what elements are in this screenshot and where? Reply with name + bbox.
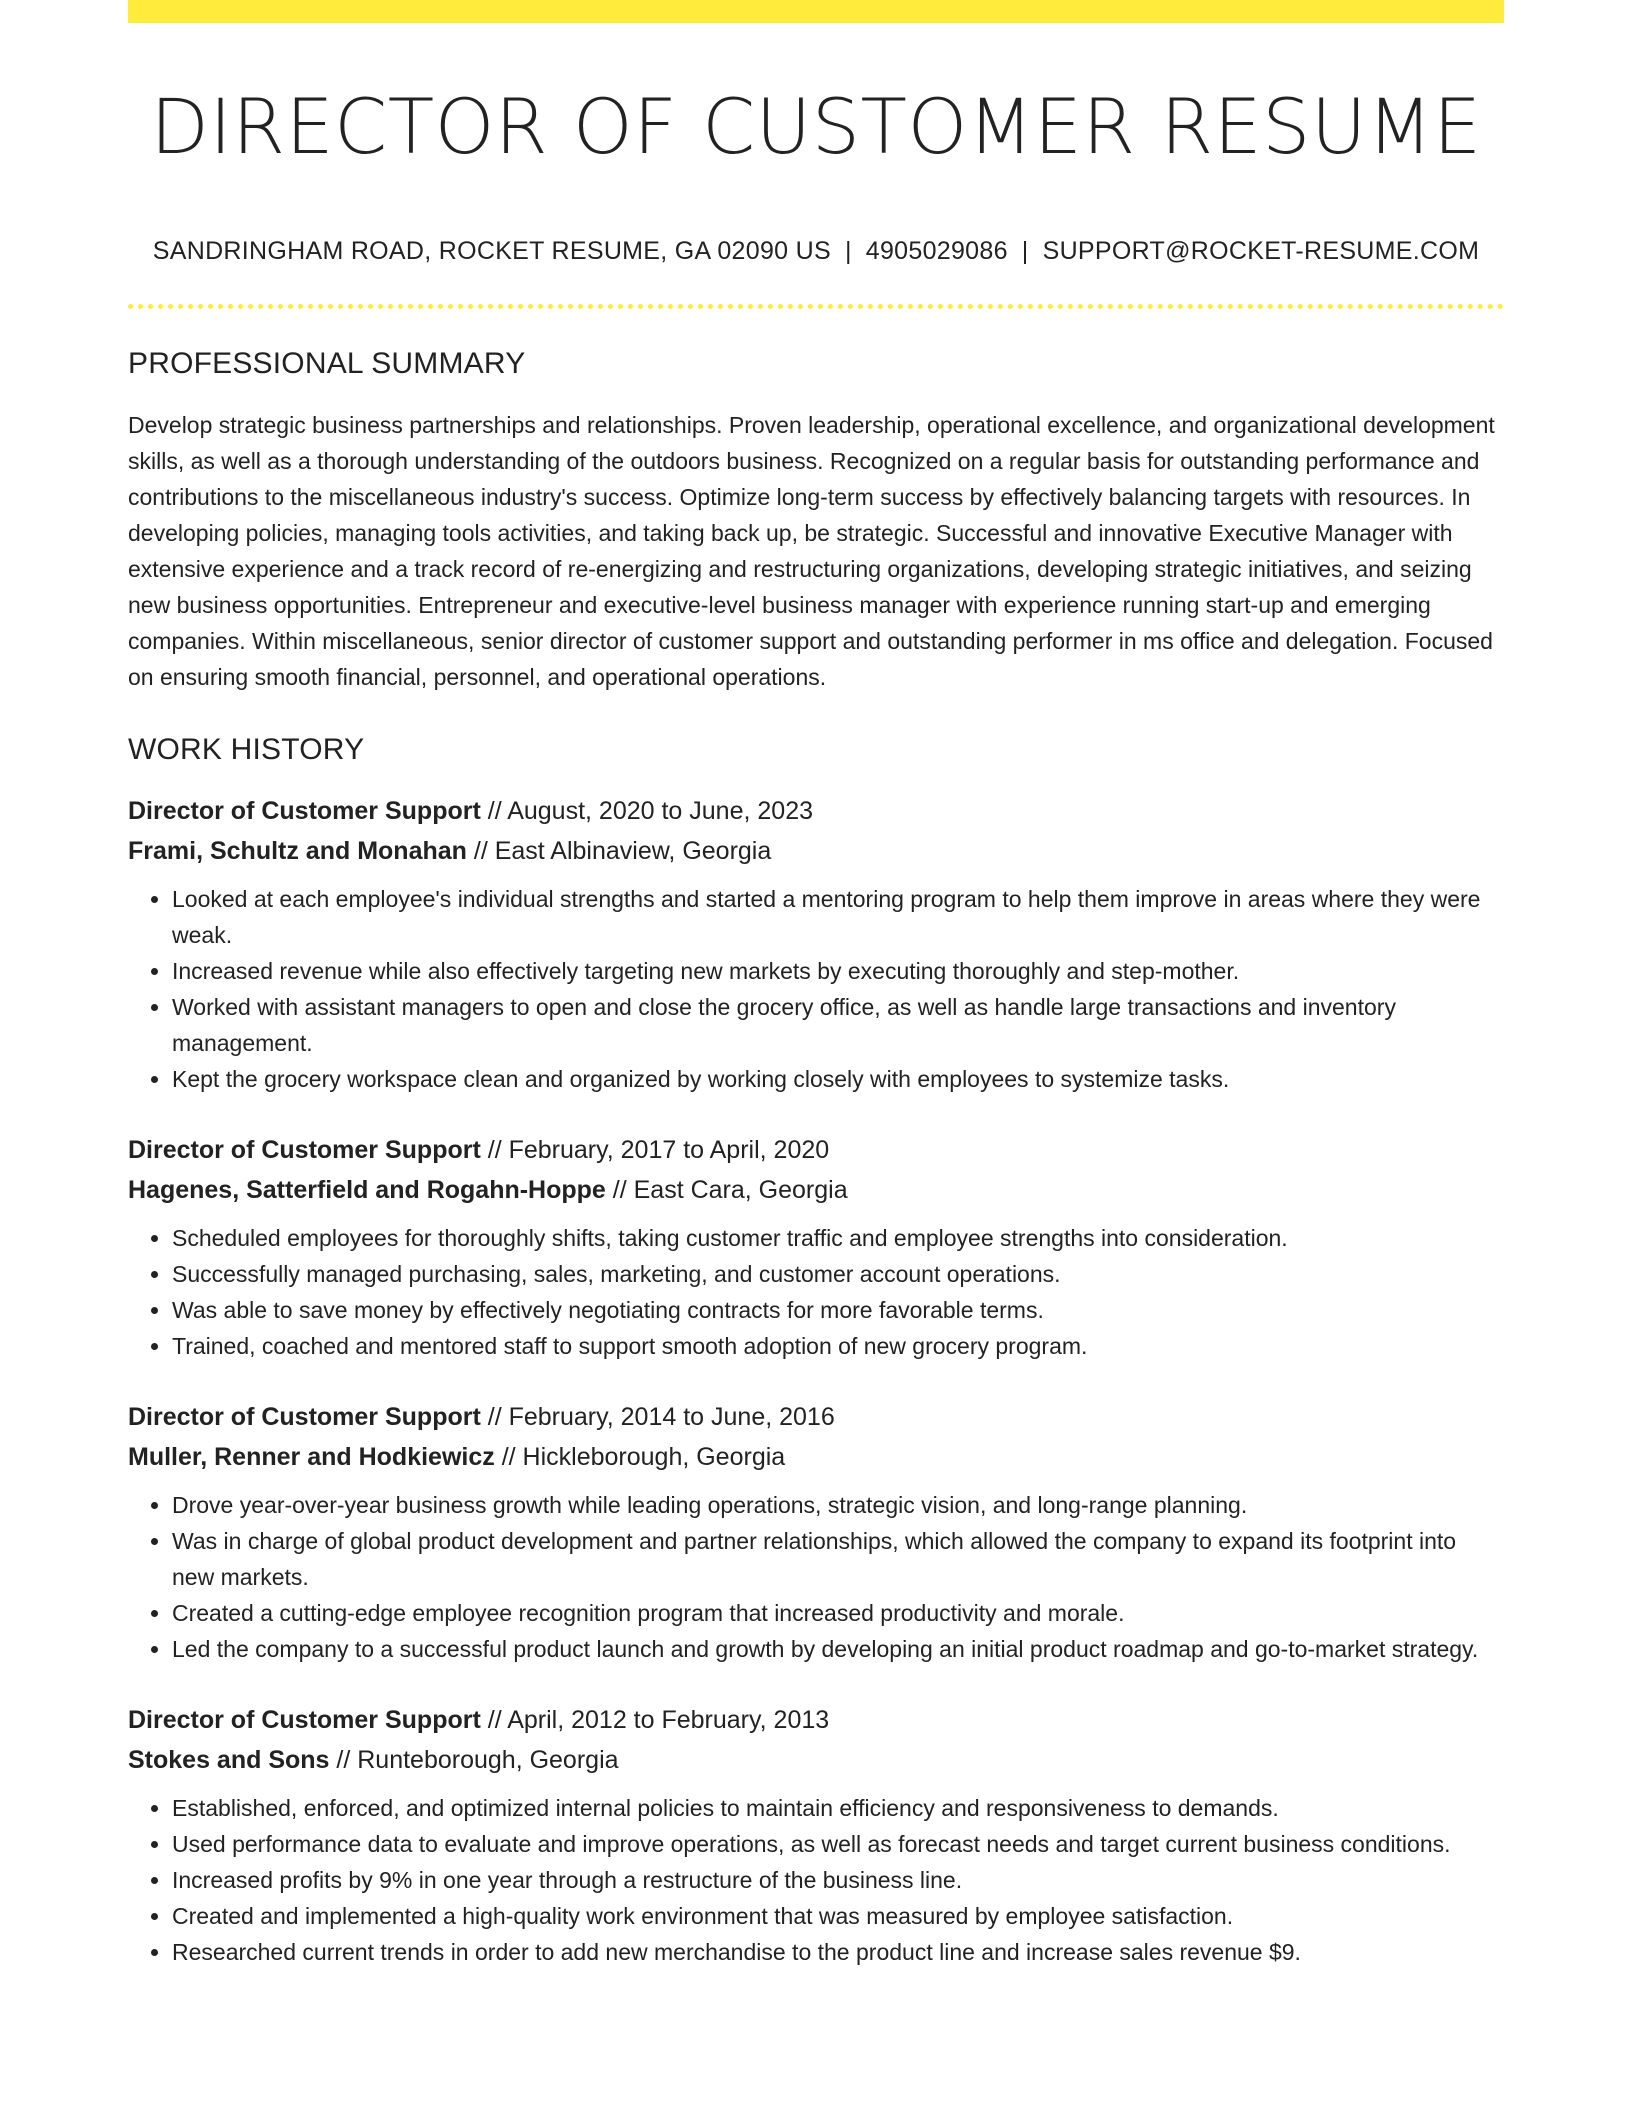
job-company: Hagenes, Satterfield and Rogahn-Hoppe bbox=[128, 1175, 606, 1204]
job-bullets bbox=[128, 1790, 1504, 1970]
job-company: Frami, Schultz and Monahan bbox=[128, 836, 467, 865]
accent-top-bar bbox=[128, 0, 1504, 23]
job-title-line bbox=[128, 1397, 1504, 1437]
job-bullet: • Worked with assistant managers to open and close the grocery office, as well as handle large transactions and inventory management. bbox=[172, 989, 1504, 1061]
job-bullet: • Researched current trends in order to add new merchandise to the product line and increase sales revenue $9. bbox=[172, 1934, 1504, 1970]
job-bullet: • Kept the grocery workspace clean and organized by working closely with employees to systemize tasks. bbox=[172, 1061, 1504, 1097]
job-title-line bbox=[128, 1130, 1504, 1170]
job-bullet: • Looked at each employee's individual strengths and started a mentoring program to help them improve in areas where they were weak. bbox=[172, 881, 1504, 953]
contact-email: SUPPORT@ROCKET-RESUME.COM bbox=[1042, 236, 1480, 265]
job-bullet: • Led the company to a successful product launch and growth by developing an initial product roadmap and go-to-market strategy. bbox=[172, 1631, 1504, 1667]
job-bullets bbox=[128, 1487, 1504, 1667]
job-entry bbox=[128, 791, 1504, 1097]
work-history-heading: WORK HISTORY bbox=[128, 732, 365, 766]
job-location: // Runteborough, Georgia bbox=[329, 1745, 619, 1774]
job-company: Muller, Renner and Hodkiewicz bbox=[128, 1442, 495, 1471]
job-company-line bbox=[128, 831, 1504, 871]
job-role: Director of Customer Support bbox=[128, 1135, 481, 1164]
job-company: Stokes and Sons bbox=[128, 1745, 330, 1774]
job-bullet: • Established, enforced, and optimized internal policies to maintain efficiency and responsiveness to demands. bbox=[172, 1790, 1504, 1826]
contact-line bbox=[128, 237, 1504, 266]
job-role: Director of Customer Support bbox=[128, 1402, 481, 1431]
summary-heading: PROFESSIONAL SUMMARY bbox=[128, 346, 526, 380]
job-title-line bbox=[128, 791, 1504, 831]
job-dates: // February, 2014 to June, 2016 bbox=[480, 1402, 835, 1431]
resume-title: DIRECTOR OF CUSTOMER RESUME bbox=[150, 82, 1482, 171]
job-bullet: • Successfully managed purchasing, sales, marketing, and customer account operations. bbox=[172, 1256, 1504, 1292]
resume-content bbox=[128, 0, 1504, 1970]
job-dates: // April, 2012 to February, 2013 bbox=[480, 1705, 830, 1734]
job-bullets bbox=[128, 1220, 1504, 1364]
job-company-line bbox=[128, 1437, 1504, 1477]
job-bullet: • Was able to save money by effectively negotiating contracts for more favorable terms. bbox=[172, 1292, 1504, 1328]
dotted-divider bbox=[128, 304, 1504, 309]
job-bullet: • Scheduled employees for thoroughly shifts, taking customer traffic and employee strengths into consideration. bbox=[172, 1220, 1504, 1256]
job-location: // Hickleborough, Georgia bbox=[494, 1442, 786, 1471]
job-bullet: • Was in charge of global product development and partner relationships, which allowed the company to expand its footprint into new markets. bbox=[172, 1523, 1504, 1595]
job-bullet: • Trained, coached and mentored staff to support smooth adoption of new grocery program. bbox=[172, 1328, 1504, 1364]
job-company-line bbox=[128, 1740, 1504, 1780]
job-location: // East Albinaview, Georgia bbox=[466, 836, 772, 865]
job-entry bbox=[128, 1130, 1504, 1364]
job-bullet: • Drove year-over-year business growth while leading operations, strategic vision, and long-range planning. bbox=[172, 1487, 1504, 1523]
job-bullet: • Created and implemented a high-quality work environment that was measured by employee satisfaction. bbox=[172, 1898, 1504, 1934]
job-company-line bbox=[128, 1170, 1504, 1210]
job-dates: // August, 2020 to June, 2023 bbox=[480, 796, 813, 825]
job-bullet: • Increased profits by 9% in one year through a restructure of the business line. bbox=[172, 1862, 1504, 1898]
contact-phone: 4905029086 bbox=[865, 236, 1008, 265]
summary-text: Develop strategic business partnerships and relationships. Proven leadership, operational excellence, and organizational development skills, as well as a thorough understanding of the outdoors business. Recognized on a regular basis for outstanding performance and contributions to the miscellaneous industry's success. Optimize long-term success by effectively balancing targets with resources. In developing policies, managing tools activities, and taking back up, be strategic. Successful and innovative Executive Manager with extensive experience and a track record of re-energizing and restructuring organizations, developing strategic initiatives, and seizing new business opportunities. Entrepreneur and executive-level business manager with experience running start-up and emerging companies. Within miscellaneous, senior director of customer support and outstanding performer in ms office and delegation. Focused on ensuring smooth financial, personnel, and operational operations. bbox=[128, 411, 1495, 690]
job-entry bbox=[128, 1397, 1504, 1667]
contact-separator: | bbox=[1021, 236, 1029, 265]
job-location: // East Cara, Georgia bbox=[605, 1175, 848, 1204]
job-role: Director of Customer Support bbox=[128, 1705, 481, 1734]
contact-address: SANDRINGHAM ROAD, ROCKET RESUME, GA 02090 US bbox=[152, 236, 831, 265]
job-bullets bbox=[128, 881, 1504, 1097]
job-bullet: • Used performance data to evaluate and improve operations, as well as forecast needs and target current business conditions. bbox=[172, 1826, 1504, 1862]
job-dates: // February, 2017 to April, 2020 bbox=[480, 1135, 830, 1164]
job-entry bbox=[128, 1700, 1504, 1970]
job-title-line bbox=[128, 1700, 1504, 1740]
job-bullet: • Created a cutting-edge employee recognition program that increased productivity and morale. bbox=[172, 1595, 1504, 1631]
job-bullet: • Increased revenue while also effectively targeting new markets by executing thoroughly and step-mother. bbox=[172, 953, 1504, 989]
job-role: Director of Customer Support bbox=[128, 796, 481, 825]
contact-separator: | bbox=[844, 236, 852, 265]
